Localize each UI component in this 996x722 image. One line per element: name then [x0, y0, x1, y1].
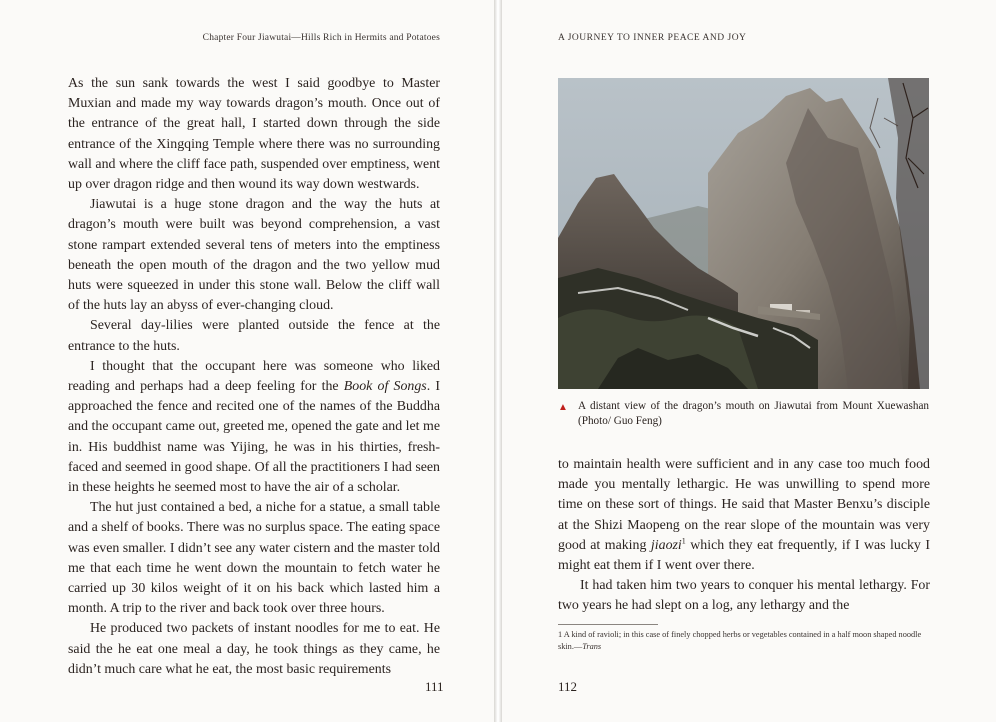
book-gutter: [494, 0, 502, 722]
caption-text: A distant view of the dragon’s mouth on Jiawutai from Mount Xuewashan (Photo/ Guo Feng): [578, 400, 929, 427]
text-run: . I approached the fence and recited one of the names of the Buddha and the occupant came out, greeted me, opened the gate and let me in. His buddhist name was Yijing, he was in his thirties, fresh-faced and seemed in good shape. Of all the practitioners I had seen in these heights he seemed most to have the air of a scholar.: [68, 379, 440, 496]
footnote-text: 1 A kind of ravioli; in this case of finely chopped herbs or vegetables contained in a half moon shaped noodle skin.—: [558, 630, 922, 651]
paragraph: Several day-lilies were planted outside the fence at the entrance to the huts.: [68, 318, 440, 354]
right-page: [502, 0, 996, 722]
dragon-mouth-photo: [558, 78, 929, 389]
paragraph: He produced two packets of instant noodles for me to eat. He said the he eat one meal a day, he took things as they came, he didn’t much care what he eat, the most basic requirements: [68, 621, 440, 677]
footnote-attribution: Trans: [582, 642, 602, 651]
paragraph: [558, 455, 930, 576]
paragraph: [68, 357, 440, 498]
left-body-text: [68, 74, 440, 680]
running-head-right: A JOURNEY TO INNER PEACE AND JOY: [558, 33, 747, 43]
paragraph: The hut just contained a bed, a niche for a statue, a small table and a shelf of books. There was no surplus space. The eating space was even smaller. I didn’t see any water cistern and the master told me that each time he went down the mountain to fetch water he carried up 30 kilos weight of it on his back which lasted him a month. A trip to the river and back took over three hours.: [68, 500, 440, 617]
footnote-rule: [558, 624, 658, 625]
italic-term: jiaozi: [650, 537, 682, 553]
book-title: Book of Songs: [343, 379, 427, 395]
paragraph: Jiawutai is a huge stone dragon and the way the huts at dragon’s mouth were built was beyond comprehension, a vast stone rampart extended several tens of meters into the emptiness beneath the open mouth of the dragon and the two yellow mud huts were squeezed in under this stone wall. Below the cliff wall of the huts lay an abyss of ever-changing cloud.: [68, 197, 440, 314]
left-page: [0, 0, 494, 722]
text-run: I thought that the occupant here was someone who liked reading and perhaps had a deep feeling for the: [68, 358, 440, 395]
paragraph: As the sun sank towards the west I said goodbye to Master Muxian and made my way towards dragon’s mouth. Once out of the entrance of the great hall, I started down through the side entrance of the Xingqing Temple where there was no surrounding wall and where the cliff face path, suspended over emptiness, went up over dragon ridge and then wound its way down westwards.: [68, 76, 440, 193]
page-number-right: 112: [558, 679, 578, 694]
text-run: which they eat frequently, if I was lucky I might eat them if I went over there.: [558, 537, 930, 574]
text-run: to maintain health were sufficient and in any case too much food made you mentally lethargic. He was unwilling to spend more time on these sort of things. He said that Master Benxu’s disciple at the Shizi Maopeng on the rear slope of the mountain was very good at making: [558, 457, 930, 553]
paragraph: It had taken him two years to conquer his mental lethargy. For two years he had slept on a log, any lethargy and the: [558, 578, 930, 614]
page-number-left: 111: [425, 679, 444, 694]
footnote-reference: 1: [681, 536, 686, 546]
photo-caption: [558, 399, 929, 429]
right-body-text: [558, 455, 930, 617]
footnote: [558, 629, 930, 653]
triangle-marker-icon: ▲: [558, 402, 568, 413]
running-head-left: Chapter Four Jiawutai—Hills Rich in Hermits and Potatoes: [202, 33, 440, 43]
